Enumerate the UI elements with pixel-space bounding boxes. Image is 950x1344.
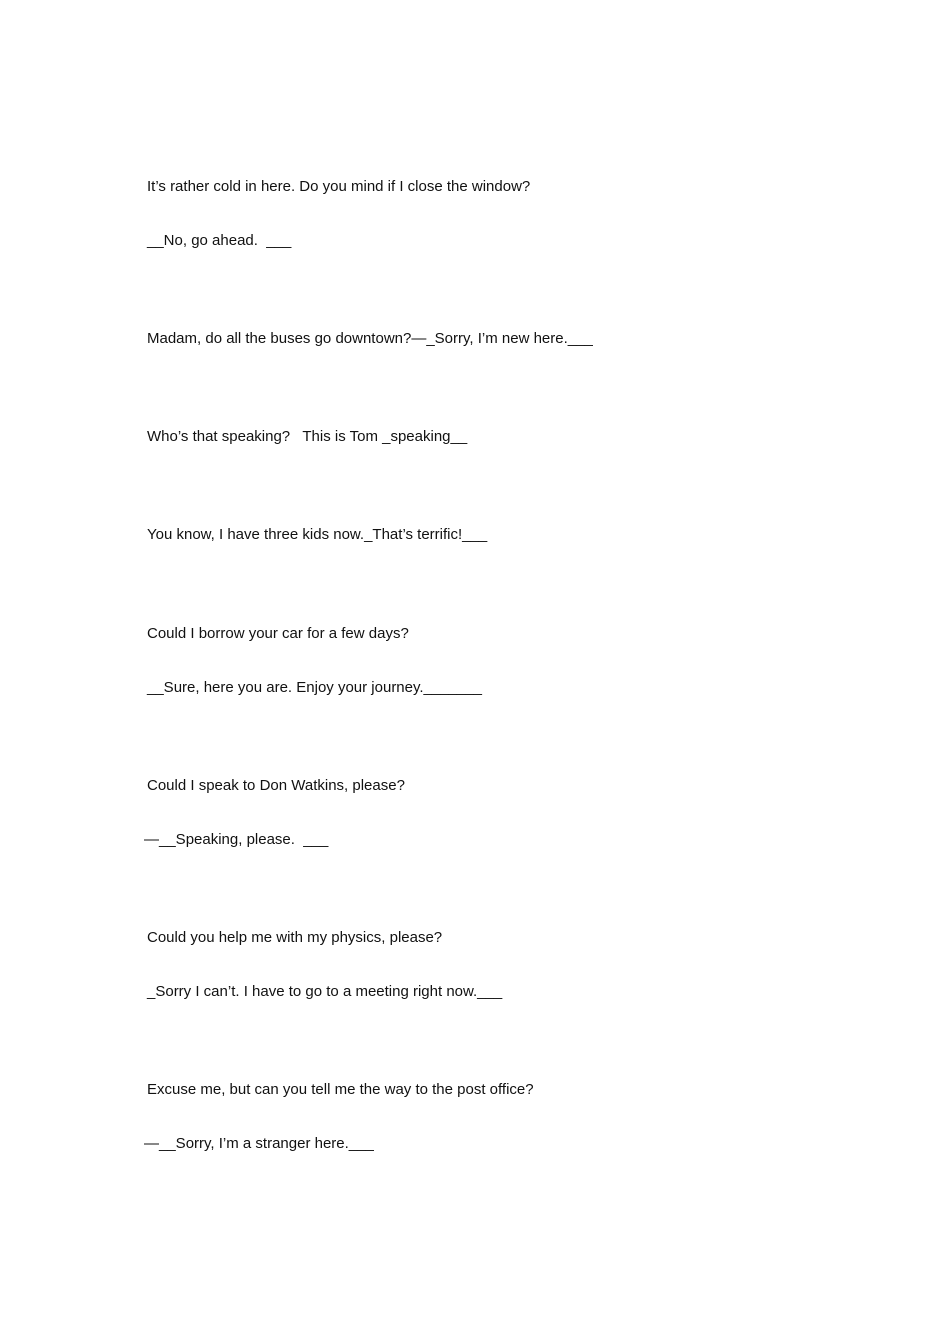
answer-7: _Sorry I can’t. I have to go to a meeting right now.___ [147, 983, 503, 1000]
question-5: Could I borrow your car for a few days? [147, 625, 409, 642]
question-7: Could you help me with my physics, please? [147, 929, 443, 946]
question-answer-4: You know, I have three kids now._That’s terrific!___ [147, 526, 488, 543]
question-answer-3: Who’s that speaking? This is Tom _speaking__ [147, 428, 468, 445]
answer-5: __Sure, here you are. Enjoy your journey._______ [147, 679, 482, 696]
question-6: Could I speak to Don Watkins, please? [147, 777, 405, 794]
question-8: Excuse me, but can you tell me the way to the post office? [147, 1081, 534, 1098]
question-answer-2: Madam, do all the buses go downtown?—_Sorry, I’m new here.___ [147, 330, 593, 347]
question-1: It’s rather cold in here. Do you mind if I close the window? [147, 178, 531, 195]
answer-8: —__Sorry, I’m a stranger here.___ [144, 1135, 374, 1152]
answer-6: —__Speaking, please. ___ [144, 831, 329, 848]
answer-1: __No, go ahead. ___ [147, 232, 292, 249]
